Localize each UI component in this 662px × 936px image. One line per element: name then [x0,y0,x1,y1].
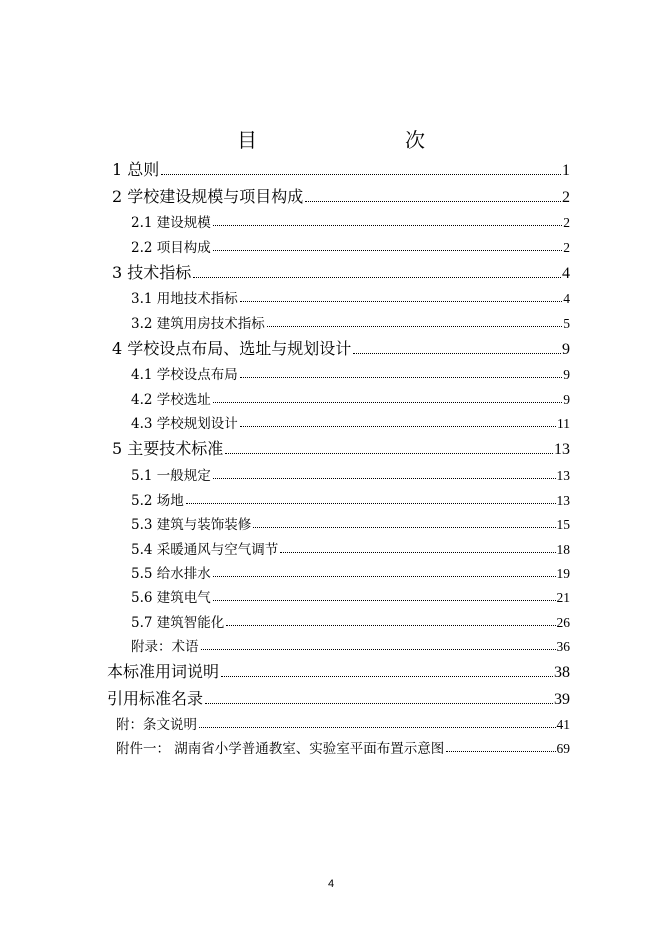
toc-entry-label: 5.2 场地 [131,493,184,509]
toc-leader-dots [353,353,561,354]
toc-leader-dots [240,426,556,427]
toc-entry-page: 26 [556,615,570,630]
toc-leader-dots [193,277,561,278]
toc-entry[interactable] [131,562,570,582]
toc-entry-page: 18 [556,542,570,557]
toc-entry[interactable] [131,464,570,484]
toc-leader-dots [205,703,553,704]
toc-entry-label: 2.2 项目构成 [131,240,211,256]
toc-entry-label: 附：条文说明 [116,717,197,733]
toc-entry[interactable] [116,713,570,733]
toc-entry[interactable] [112,436,570,459]
toc-entry[interactable] [131,236,570,256]
toc-leader-dots [446,751,555,752]
toc-entry-page: 15 [556,517,570,532]
toc-entry[interactable] [131,287,570,307]
toc-leader-dots [199,727,556,728]
toc-leader-dots [240,377,562,378]
toc-entry-page: 9 [562,341,570,358]
toc-entry-label: 引用标准名录 [107,689,204,708]
toc-entry[interactable] [131,412,570,432]
toc-entry-label: 4 学校设点布局、选址与规划设计 [112,339,352,358]
toc-entry[interactable] [131,635,570,655]
toc-entry-label: 3.1 用地技术指标 [131,291,238,307]
toc-entry[interactable] [131,586,570,606]
toc-entry[interactable] [112,157,570,180]
toc-entry-label: 5.4 采暖通风与空气调节 [131,542,279,558]
page-number: 4 [327,878,335,890]
toc-entry-label: 5.1 一般规定 [131,468,211,484]
toc-leader-dots [161,174,561,175]
toc-entry-page: 4 [563,291,570,306]
toc-entry[interactable] [131,211,570,231]
toc-entry-page: 36 [556,639,570,654]
toc-entry-label: 4.1 学校设点布局 [131,367,238,383]
toc-entry[interactable] [107,686,570,709]
toc-entry-page: 13 [554,441,570,458]
toc-entry[interactable] [131,363,570,383]
toc-leader-dots [226,625,555,626]
toc-entry-page: 38 [554,664,570,681]
toc-entry-label: 5.7 建筑智能化 [131,615,225,631]
toc-leader-dots [305,201,561,202]
toc-leader-dots [213,250,562,251]
toc-entry-label: 5.6 建筑电气 [131,590,211,606]
toc-entry[interactable] [107,659,570,682]
toc-entry-label: 5 主要技术标准 [112,439,224,458]
toc-entry-label: 本标准用词说明 [107,662,220,681]
toc-entry[interactable] [131,312,570,332]
toc-entry[interactable] [131,489,570,509]
toc-entry-page: 4 [562,265,570,282]
toc-entry-label: 4.2 学校选址 [131,392,211,408]
toc-leader-dots [267,326,562,327]
toc-entry-label: 3 技术指标 [112,263,192,282]
toc-leader-dots [213,478,556,479]
toc-leader-dots [225,453,553,454]
toc-entry-label: 4.3 学校规划设计 [131,416,238,432]
toc-entry[interactable] [131,538,570,558]
toc-entry-label: 2.1 建设规模 [131,215,211,231]
toc-entry-label: 3.2 建筑用房技术指标 [131,316,265,332]
toc-entry-page: 9 [563,392,570,407]
toc-entry[interactable] [131,388,570,408]
toc-entry-page: 11 [557,416,570,431]
toc-leader-dots [213,576,556,577]
toc-entry-label: 5.3 建筑与装饰装修 [131,517,252,533]
toc-leader-dots [240,301,562,302]
toc-entry[interactable] [131,611,570,631]
toc-leader-dots [253,527,555,528]
toc-entry-page: 39 [554,691,570,708]
toc-entry-page: 9 [563,367,570,382]
toc-entry-page: 1 [562,162,570,179]
toc-entry-page: 19 [556,566,570,581]
toc-entry-label: 附件一： 湖南省小学普通教室、实验室平面布置示意图 [116,741,445,757]
toc-leader-dots [186,503,556,504]
toc-entry-page: 2 [563,240,570,255]
toc-entry-page: 41 [556,717,570,732]
toc-entry-page: 13 [556,468,570,483]
toc-entry-label: 5.5 给水排水 [131,566,211,582]
toc-leader-dots [213,600,556,601]
toc-entry-page: 2 [562,189,570,206]
toc-entry-page: 5 [563,316,570,331]
toc-entry-label: 1 总则 [112,160,160,179]
toc-entry[interactable] [112,260,570,283]
toc-leader-dots [213,402,562,403]
toc-entry[interactable] [131,513,570,533]
toc-entry[interactable] [116,737,570,757]
toc-leader-dots [213,225,562,226]
page-title: 目 次 [237,128,461,152]
toc-entry-page: 2 [563,215,570,230]
toc-entry-label: 附录：术语 [131,639,199,655]
toc-leader-dots [221,676,553,677]
toc-entry-page: 21 [556,590,570,605]
toc-entry[interactable] [112,184,570,207]
toc-entry[interactable] [112,336,570,359]
toc-entry-label: 2 学校建设规模与项目构成 [112,187,304,206]
toc-leader-dots [280,552,555,553]
toc-entry-page: 13 [556,493,570,508]
toc-entry-page: 69 [556,741,570,756]
toc-leader-dots [201,649,556,650]
